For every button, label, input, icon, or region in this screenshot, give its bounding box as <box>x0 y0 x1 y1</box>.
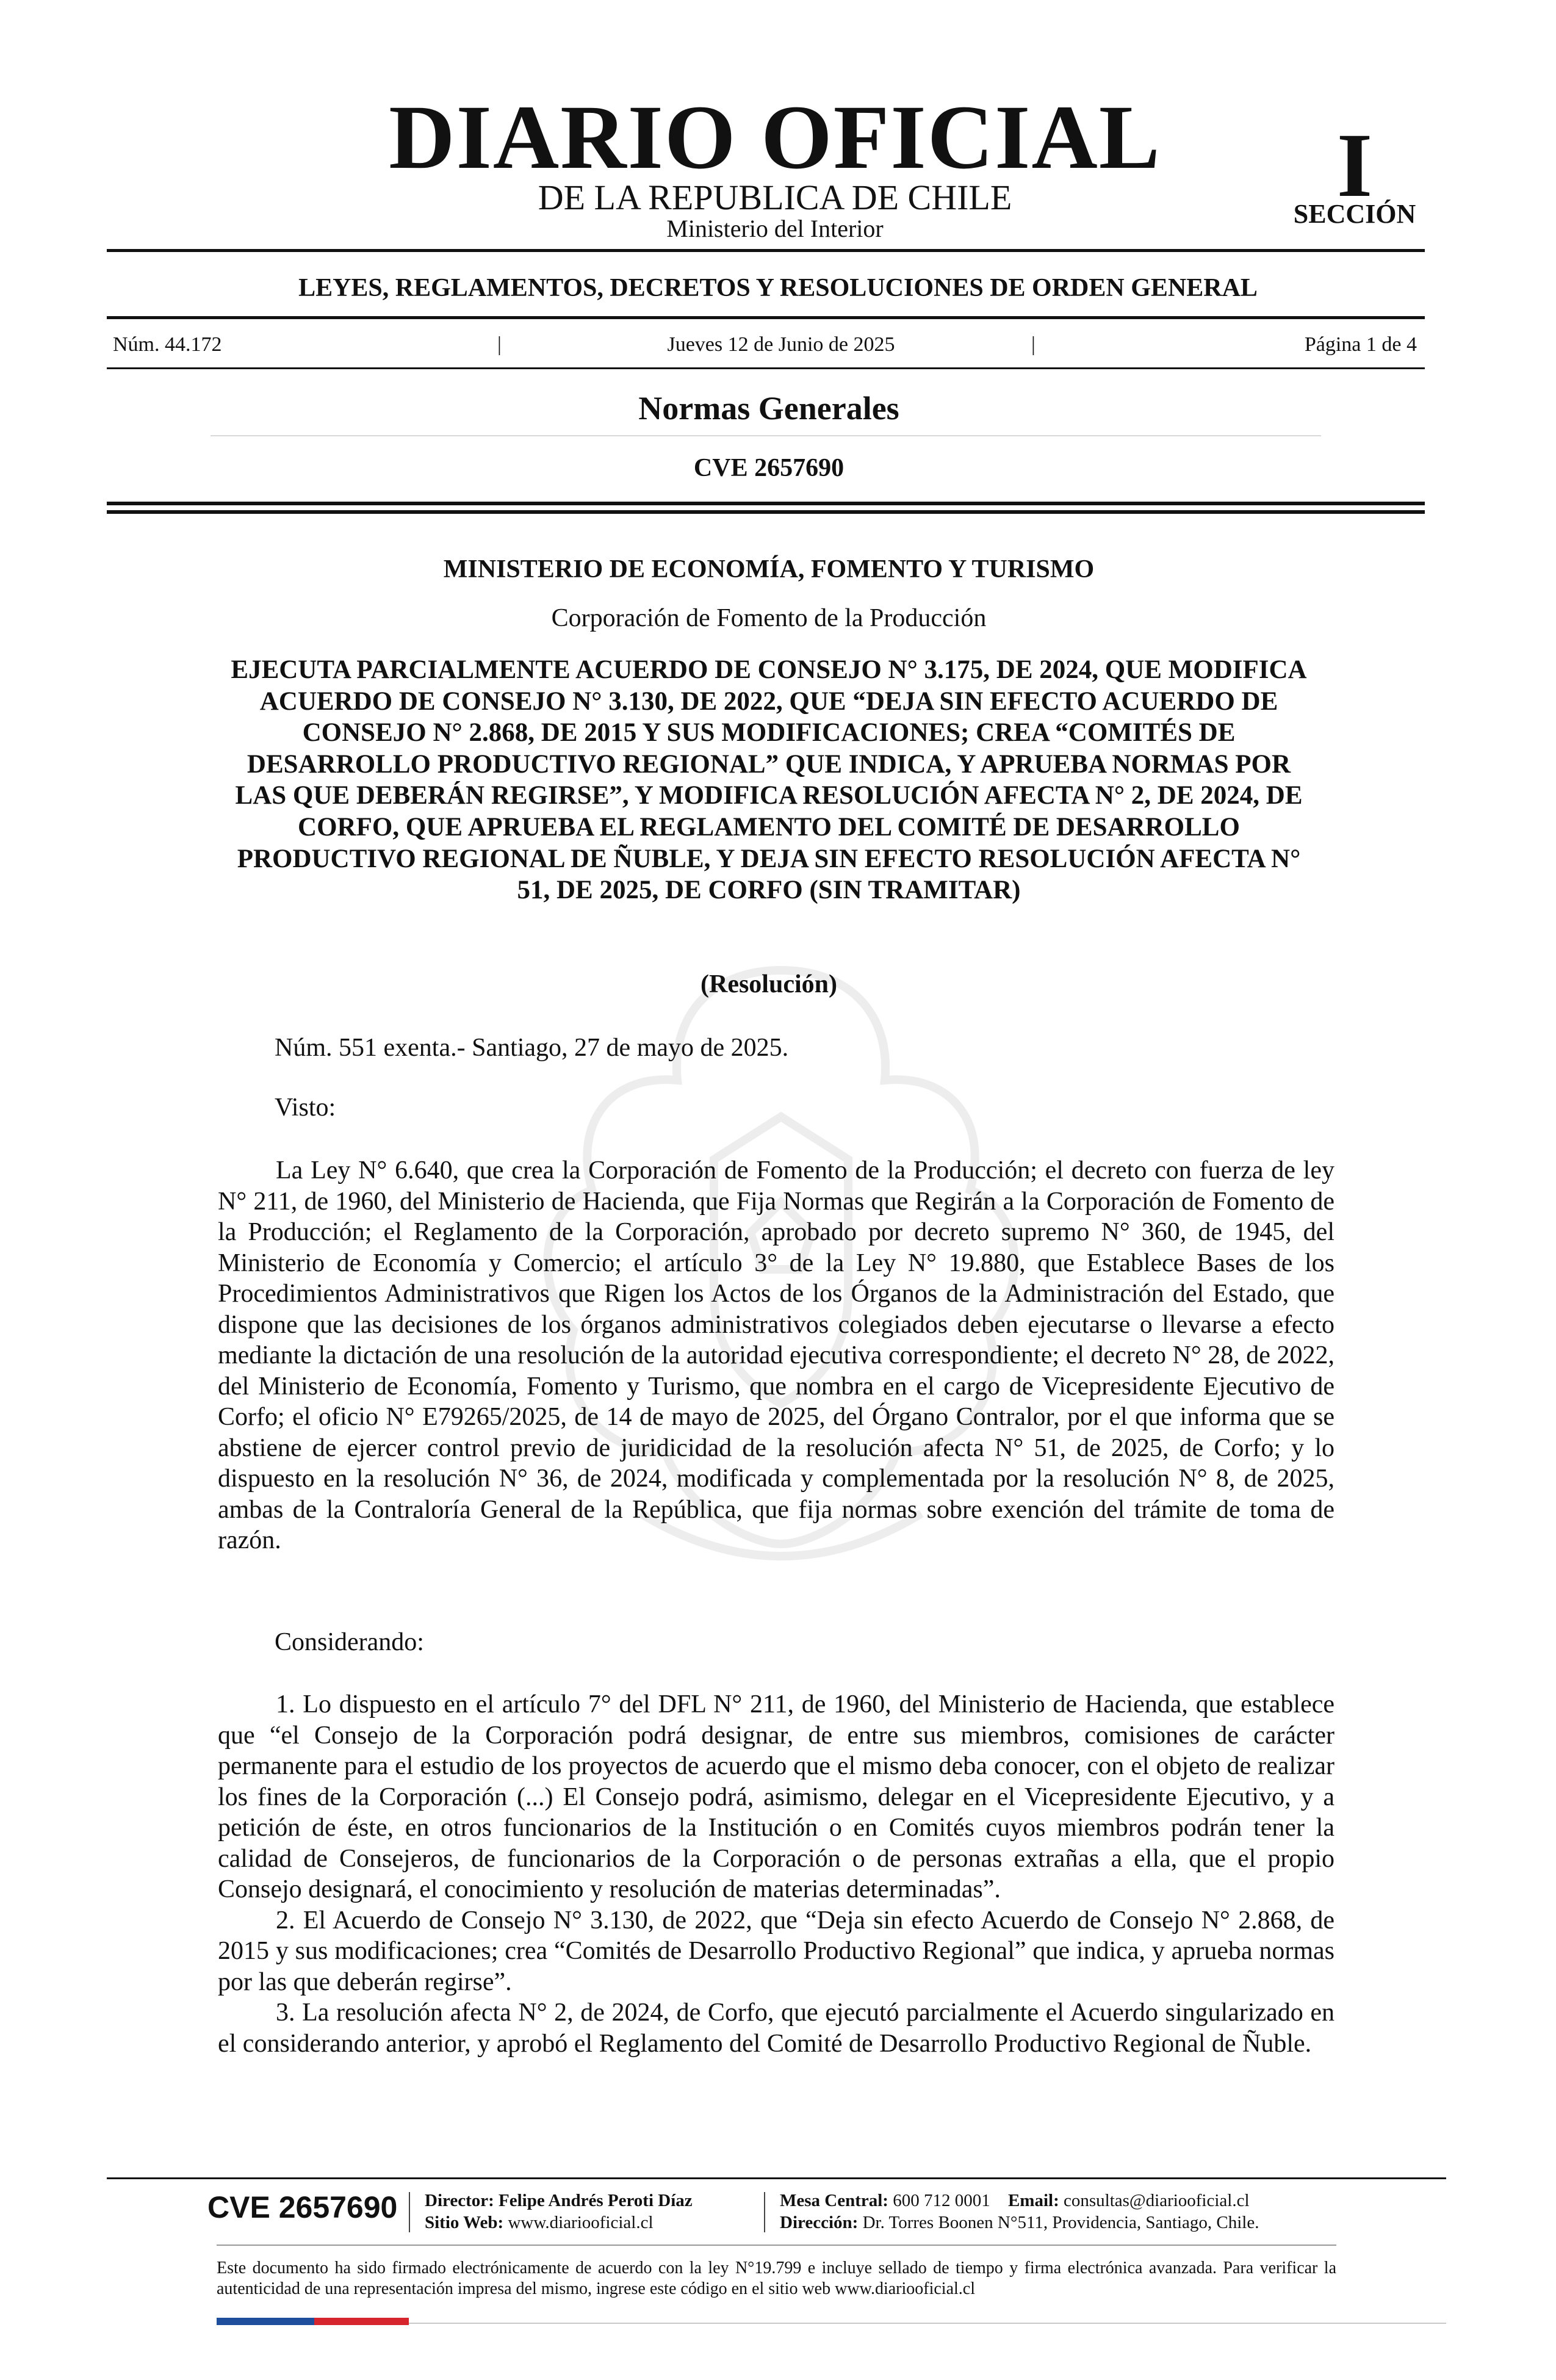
footer-contact <box>780 2190 1250 2212</box>
issue-number: Núm. 44.172 <box>113 333 222 356</box>
director-name: Felipe Andrés Peroti Díaz <box>499 2191 693 2210</box>
section-title-rule <box>211 435 1321 436</box>
footer-cve-code: CVE 2657690 <box>207 2190 398 2224</box>
header-rule-top <box>107 249 1425 252</box>
footer-address <box>780 2212 1259 2234</box>
considerando-item: 1. Lo dispuesto en el artículo 7° del DFL N° 211, de 1960, del Ministerio de Hacienda, que establece que “el Consejo de la Corporación podrá designar, de entre sus miembros, comisiones de carácter permanente para el estudio de los proyectos de acuerdo que el mismo deba conocer, con el objeto de realizar los fines de la Corporación (...) El Consejo podrá, asimismo, delegar en el Vicepresidente Ejecutivo, y a petición de éste, en otros funcionarios de la Institución o en Comités cuyos miembros podrán tener la calidad de Consejeros, de funcionarios de la Corporación o de personas extrañas a ella, que el propio Consejo designará, el conocimiento y resolución de materias determinadas”. <box>218 1690 1334 1903</box>
footer-website <box>425 2212 654 2234</box>
considerando-item: 3. La resolución afecta N° 2, de 2024, de Corfo, que ejecutó parcialmente el Acuerdo singularizado en el considerando anterior, y aprobó el Reglamento del Comité de Desarrollo Productivo Regional de Ñuble. <box>218 1999 1334 2058</box>
ministry-name: MINISTERIO DE ECONOMÍA, FOMENTO Y TURISMO <box>443 555 1095 583</box>
masthead-subtitle: DE LA REPUBLICA DE CHILE <box>538 178 1012 217</box>
resolution-title: EJECUTA PARCIALMENTE ACUERDO DE CONSEJO N° 3.175, DE 2024, QUE MODIFICA ACUERDO DE CONSEJO N° 3.130, DE 2022, QUE “DEJA SIN EFECTO ACUERDO DE CONSEJO N° 2.868, DE 2015 Y SUS MODIFICACIONES; CREA “COMITÉS DE DESARROLLO PRODUCTIVO REGIONAL” QUE INDICA, Y APRUEBA NORMAS POR LAS QUE DEBERÁN REGIRSE”, Y MODIFICA RESOLUCIÓN AFECTA N° 2, DE 2024, DE CORFO, QUE APRUEBA EL REGLAMENTO DEL COMITÉ DE DESARROLLO PRODUCTIVO REGIONAL DE ÑUBLE, Y DEJA SIN EFECTO RESOLUCIÓN AFECTA N° 51, DE 2025, DE CORFO (SIN TRAMITAR) <box>231 655 1307 905</box>
mesa-label: Mesa Central: <box>780 2191 888 2210</box>
visto-paragraph <box>218 1155 1334 1556</box>
masthead-ministry: Ministerio del Interior <box>666 215 884 242</box>
double-rule-bottom <box>107 510 1425 514</box>
email-link[interactable]: consultas@diariooficial.cl <box>1064 2191 1250 2210</box>
section-label: SECCIÓN <box>1293 199 1416 229</box>
resolution-number-line: Núm. 551 exenta.- Santiago, 27 de mayo de 2025. <box>275 1034 789 1062</box>
address-value: Dr. Torres Boonen N°511, Providencia, Santiago, Chile. <box>862 2213 1259 2232</box>
issue-date: Jueves 12 de Junio de 2025 <box>667 333 895 356</box>
organism-name: Corporación de Fomento de la Producción <box>551 604 987 632</box>
website-label: Sitio Web: <box>425 2213 504 2232</box>
page-indicator: Página 1 de 4 <box>1304 333 1417 356</box>
footer-rule-top <box>107 2177 1446 2179</box>
flag-stripe-line <box>409 2323 1446 2324</box>
website-link[interactable]: www.diariooficial.cl <box>508 2213 654 2232</box>
director-label: Director: <box>425 2191 494 2210</box>
info-separator: | <box>497 333 502 356</box>
document-type: (Resolución) <box>701 970 837 998</box>
flag-stripe-red <box>314 2318 409 2325</box>
footer-director <box>425 2190 693 2212</box>
footer-divider <box>764 2192 765 2232</box>
considerando-item: 2. El Acuerdo de Consejo N° 3.130, de 2022, que “Deja sin efecto Acuerdo de Consejo N° 2.868, de 2015 y sus modificaciones; crea “Comités de Desarrollo Productivo Regional” que indica, y aprueba normas por las que deberán regirse”. <box>218 1906 1334 1996</box>
info-separator: | <box>1031 333 1036 356</box>
considerando-label: Considerando: <box>275 1628 424 1656</box>
mesa-phone: 600 712 0001 <box>893 2191 990 2210</box>
address-label: Dirección: <box>780 2213 859 2232</box>
section-title: Normas Generales <box>638 390 899 427</box>
section-number: I <box>1336 115 1373 216</box>
header-rule-mid <box>107 316 1425 319</box>
category-heading: LEYES, REGLAMENTOS, DECRETOS Y RESOLUCIONES DE ORDEN GENERAL <box>298 274 1258 302</box>
email-label: Email: <box>1007 2191 1059 2210</box>
visto-label: Visto: <box>275 1094 336 1122</box>
considerandos-list <box>218 1689 1334 2059</box>
visto-text: La Ley N° 6.640, que crea la Corporación de Fomento de la Producción; el decreto con fuerza de ley N° 211, de 1960, del Ministerio de Hacienda, que Fija Normas que Regirán a la Corporación de Fomento de la Producción; el Reglamento de la Corporación, aprobado por decreto supremo N° 360, de 1945, del Ministerio de Economía y Comercio; el artículo 3° de la Ley N° 19.880, que Establece Bases de los Procedimientos Administrativos que Rigen los Actos de los Órganos de la Administración del Estado, que dispone que las decisiones de los órganos administrativos colegiados deben ejecutarse o llevarse a efecto mediante la dictación de una resolución de la autoridad ejecutiva correspondiente; el decreto N° 28, de 2022, del Ministerio de Economía, Fomento y Turismo, que nombra en el cargo de Vicepresidente Ejecutivo de Corfo; el oficio N° E79265/2025, de 14 de mayo de 2025, del Órgano Contralor, por el que informa que se abstiene de ejercer control previo de juridicidad de la resolución afecta N° 51, de 2025, de Corfo; y lo dispuesto en la resolución N° 36, de 2024, modificada y complementada por la resolución N° 8, de 2025, ambas de la Contraloría General de la República, que fija normas sobre exención del trámite de toma de razón. <box>218 1156 1334 1554</box>
masthead-title: DIARIO OFICIAL <box>389 87 1161 188</box>
double-rule-top <box>107 502 1425 505</box>
footer-legal-text: Este documento ha sido firmado electrónicamente de acuerdo con la ley N°19.799 e incluye sellado de tiempo y firma electrónica avanzada. Para verificar la autenticidad de una representación impresa del mismo, ingrese este código en el sitio web www.diariooficial.cl <box>217 2259 1336 2298</box>
info-rule <box>107 367 1425 369</box>
cve-code: CVE 2657690 <box>693 454 845 482</box>
footer-divider <box>409 2192 410 2232</box>
footer-rule-mid <box>217 2245 1336 2246</box>
flag-stripe-blue <box>217 2318 314 2325</box>
